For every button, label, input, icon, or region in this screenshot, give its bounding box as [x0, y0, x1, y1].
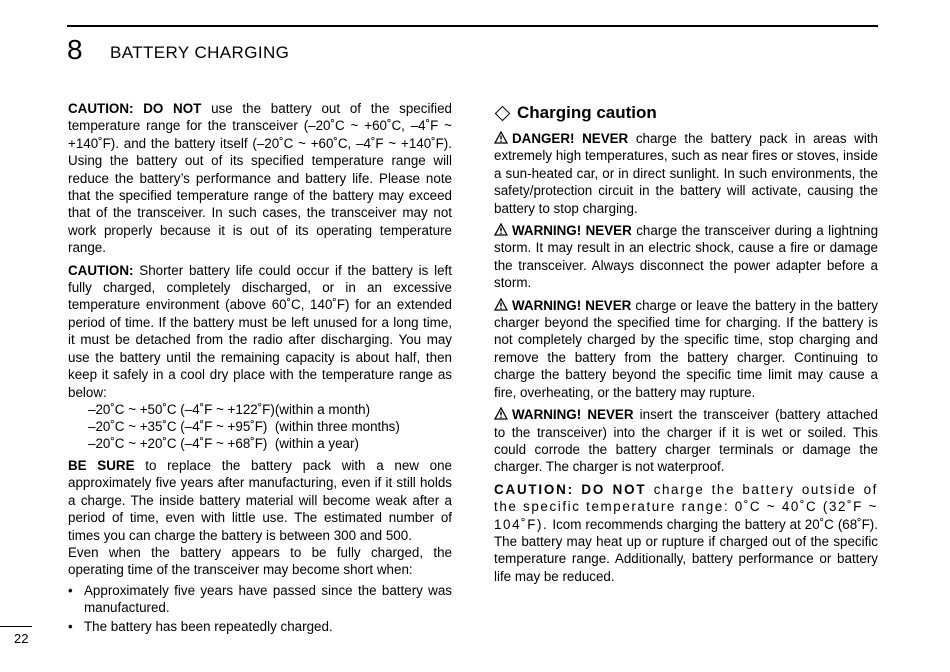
warning-charge-time-paragraph [494, 297, 878, 401]
list-item-text: The battery has been repeatedly charged. [84, 618, 333, 634]
warning-wet-paragraph [494, 406, 878, 476]
page-number-rule [0, 626, 32, 627]
be-sure-text: to replace the battery pack with a new one approximately five years after manufacturing, even if it still holds a charge. The inside battery material will become weak after a period of time, even with little use. The estimated number of times you can charge the battery is between 300 and 500. [68, 457, 452, 543]
bullet-icon: • [68, 618, 73, 634]
section-number: 8 [67, 34, 83, 65]
warning-text: insert the transceiver (battery attached to the transceiver) into the charger if it is wet or soiled. This could corrode the battery charger terminals or damage the charger. The charger is not waterproof. [494, 407, 879, 475]
warning-text: charge the transceiver during a lightning storm. It may result in an electric shock, cause a fire or damage the transceiver. Always disconnect the power adapter before a storm. [494, 223, 879, 291]
heading-text: Charging caution [517, 103, 657, 122]
caution-lead: CAUTION: DO NOT [68, 101, 202, 116]
warning-text: charge or leave the battery in the battery charger beyond the specified time for charging. If the battery is not completely charged by the specific time, stop charging and remove the battery from the battery charger. Continuing to charge the battery beyond the specific time limit may cause a fire, overheating, or the battery may rupture. [494, 297, 878, 400]
left-column [68, 100, 452, 636]
table-row [88, 401, 400, 418]
warning-lead: WARNING! NEVER [512, 407, 634, 423]
caution-text: Icom recommends charging the battery at 20˚C (68˚F). The battery may heat up or rupture if charged out of the specific temperature range. Additionally, battery performance or battery life may be reduced. [494, 516, 878, 584]
operating-time-paragraph: Even when the battery appears to be fully charged, the operating time of the transceiver may become short when: [68, 544, 452, 578]
danger-lead: DANGER! NEVER [512, 131, 629, 146]
list-item [68, 618, 452, 635]
caution-lead: CAUTION: DO NOT [494, 481, 647, 497]
warning-triangle-icon [494, 223, 508, 236]
warning-triangle-icon [494, 407, 508, 420]
diamond-outline-icon [495, 105, 511, 121]
caution-text: Shorter battery life could occur if the battery is left fully charged, completely discharged, or in an excessive temperature environment (above 60˚C, 140˚F) for an extended period of time. If the battery must be left unused for a long time, it must be detached from the radio after discharging. You may use the battery until the remaining capacity is about half, then keep it safely in a cool dry place with the temperature range as below: [68, 262, 452, 400]
list-item-text: Approximately five years have passed since the battery was manufactured. [84, 582, 452, 616]
right-column [494, 103, 878, 590]
be-sure-paragraph [68, 457, 452, 544]
table-row [88, 418, 400, 435]
caution-range-text: charge the battery outside of the specific temperature range: 0˚C ~ 40˚C (32˚F ~ 104˚F). [494, 481, 878, 532]
range-cell: –20˚C ~ +35˚C (–4˚F ~ +95˚F) [88, 418, 268, 434]
range-cell: –20˚C ~ +20˚C (–4˚F ~ +68˚F) [88, 435, 268, 451]
warning-lead: WARNING! NEVER [512, 297, 632, 313]
danger-text: charge the battery pack in areas with extremely high temperatures, such as near fires or stoves, inside a sun-heated car, or in direct sunlight. In such environments, the safety/protection circuit in the battery will activate, causing the battery to stop charging. [494, 131, 878, 216]
warning-triangle-icon [494, 298, 508, 311]
list-item [68, 582, 452, 617]
caution-text: use the battery out of the specified temperature range for the transceiver (–20˚C ~ +60˚C, –4˚F ~ +140˚F). and the battery itself (–20˚C ~ +60˚C, –4˚F ~ +140˚F). Using the battery out of its specified temperature range will reduce the battery’s performance and battery life. Please note that the specified temperature range of the battery may exceed that of the transceiver. In such cases, the transceiver may not work properly because it is out of its operating temperature range. [68, 101, 453, 256]
warning-lightning-paragraph [494, 222, 878, 292]
section-title: BATTERY CHARGING [110, 43, 290, 62]
caution-temperature-paragraph [68, 100, 452, 257]
caution-charging-range-paragraph [494, 481, 878, 585]
period-cell: (within a month) [274, 401, 371, 417]
storage-range-table [88, 401, 400, 452]
danger-paragraph [494, 130, 878, 217]
warning-lead: WARNING! NEVER [512, 223, 632, 239]
charging-caution-heading [494, 103, 878, 123]
be-sure-lead: BE SURE [68, 457, 135, 473]
period-cell: (within a year) [274, 435, 359, 451]
caution-storage-paragraph [68, 262, 452, 401]
bullet-icon: • [68, 582, 73, 598]
top-rule [67, 25, 878, 27]
table-row [88, 435, 400, 452]
range-cell: –20˚C ~ +50˚C (–4˚F ~ +122˚F) [88, 401, 275, 417]
caution-lead: CAUTION: [68, 262, 134, 278]
page-number: 22 [14, 631, 29, 646]
bullet-list [68, 582, 452, 635]
warning-triangle-icon [494, 131, 508, 144]
period-cell: (within three months) [274, 418, 400, 434]
